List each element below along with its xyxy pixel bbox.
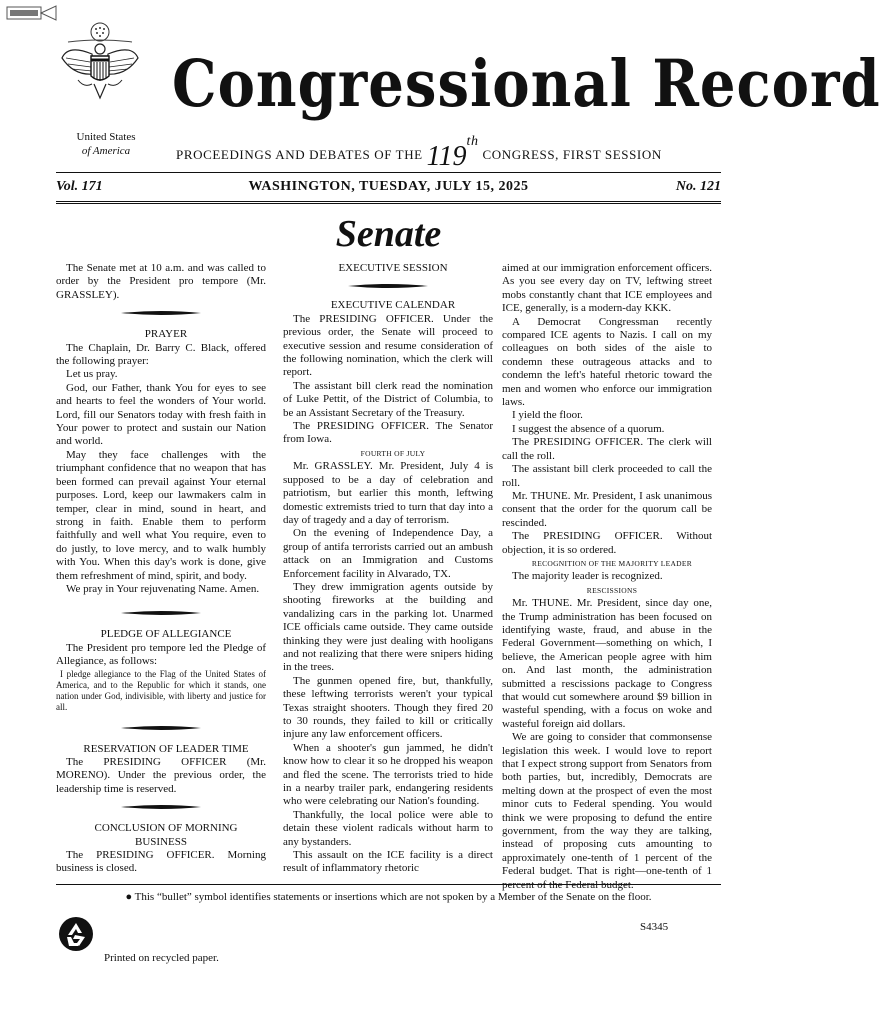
paragraph: The assistant bill clerk read the nomination of Luke Pettit, of the District of Columbia, to be an Assistant Secretary of the Treasury. <box>283 379 493 419</box>
executive-session-heading: EXECUTIVE SESSION <box>338 262 448 274</box>
gpo-logo-icon <box>6 4 58 24</box>
column-2 <box>283 262 493 876</box>
ornament-divider-icon <box>121 804 201 810</box>
paragraph: Mr. GRASSLEY. Mr. President, July 4 is supposed to be a day of celebration and patriotism, but earlier this month, leftwing domestic extremists tried to turn that day into a day of tragedy and a day of terrorism. <box>283 460 493 526</box>
paragraph: Thankfully, the local police were able to detain these violent radicals without harm to any bystanders. <box>283 808 493 848</box>
proceedings-prefix: PROCEEDINGS AND DEBATES OF THE <box>176 147 423 162</box>
country-label <box>66 130 146 158</box>
proceedings-line <box>176 134 721 173</box>
issue-rule <box>56 201 721 204</box>
masthead-title: Congressional Record <box>172 46 881 122</box>
leader-time-paragraph: The PRESIDING OFFICER (Mr. MORENO). Under the previous order, the leadership time is reserved. <box>56 755 266 795</box>
paragraph: This assault on the ICE facility is a direct result of inflammatory rhetoric <box>283 849 493 875</box>
paragraph: The gunmen opened fire, but, thankfully, these leftwing terrorists weren't your typical Texas straight shooters. Though they fired 20 to 30 rounds, they failed to kill or critically injure any law enforcement officers. <box>283 674 493 741</box>
paragraph: When a shooter's gun jammed, he didn't know how to clear it so he dropped his weapon and fled the scene. The terrorists tried to hide in a nearby trailer park, endangering residents who were celebrating our Nation's founding. <box>283 741 493 808</box>
prayer-paragraph: God, our Father, thank You for eyes to see and hearts to feel the wonders of Your world. Lord, fill our Senators today with fresh faith in Your power to protect and sustain our Nation and world. <box>56 381 266 448</box>
executive-calendar-heading: EXECUTIVE CALENDAR <box>330 299 456 312</box>
ornament-divider-icon <box>121 725 201 731</box>
paragraph: The PRESIDING OFFICER. Without objection, it is so ordered. <box>502 530 712 556</box>
paragraph: The PRESIDING OFFICER. The clerk will call the roll. <box>502 436 712 462</box>
paragraph: I yield the floor. <box>512 409 583 422</box>
bottom-rule <box>56 884 721 885</box>
session-label: CONGRESS, FIRST SESSION <box>482 147 662 162</box>
chamber-heading: Senate <box>335 213 442 255</box>
paragraph: The majority leader is recognized. <box>512 570 663 583</box>
paragraph: A Democrat Congressman recently compared ICE agents to Nazis. I call on my colleagues on both sides of the aisle to condemn these outrageous attacks and to condemn the left's hateful rhetoric toward the men and women who enforce our immigration laws. <box>502 315 712 409</box>
paragraph: We are going to consider that commonsense legislation this week. I would love to report that I expect strong support from Senators from both parties, but, incredibly, Democrats are melting down at the prospect of even the most minor cuts to Federal spending. You would think we were proposing to defund the entire government, from the way they are talking, instead of proposing cuts amounting to approximately one-tenth of 1 percent of the Federal budget. That is right—one-tenth of 1 percent of the Federal budget. <box>502 731 712 891</box>
leader-time-heading: RESERVATION OF LEADER TIME <box>83 742 249 755</box>
country-line-1: United States <box>76 131 136 143</box>
pledge-paragraph: The President pro tempore led the Pledge of Allegiance, as follows: <box>56 641 266 668</box>
prayer-paragraph: Let us pray. <box>66 368 118 381</box>
recycled-paper-note: Printed on recycled paper. <box>104 952 219 964</box>
congress-number: 119 <box>426 141 467 172</box>
prayer-paragraph: We pray in Your rejuvenating Name. Amen. <box>66 582 260 595</box>
paragraph: Mr. THUNE. Mr. President, I ask unanimous consent that the order for the quorum call be rescinded. <box>502 489 712 529</box>
bullet-footnote: ● This “bullet” symbol identifies statements or insertions which are not spoken by a Member of the Senate on the floor. <box>125 891 652 903</box>
top-rule <box>56 172 721 173</box>
country-line-2: of America <box>81 145 131 157</box>
prayer-heading: PRAYER <box>144 328 188 341</box>
volume-label: Vol. 171 <box>56 179 103 194</box>
morning-business-paragraph: The PRESIDING OFFICER. Morning business is closed. <box>56 849 266 875</box>
eagle-seal-icon <box>58 18 142 110</box>
paragraph: Mr. THUNE. Mr. President, since day one, the Trump administration has been focused on identifying waste, fraud, and abuse in the Federal Government—something on which, I believe, the American people agree with him on. And last month, the administration submitted a rescissions package to Congress that would cut somewhere around $9 billion in wasteful spending, with a focus on woke and wasteful foreign aid dollars. <box>502 597 712 730</box>
pledge-heading: PLEDGE OF ALLEGIANCE <box>100 628 232 641</box>
page-number: S4345 <box>640 921 669 933</box>
column-3 <box>502 262 712 892</box>
ornament-divider-icon <box>121 310 201 316</box>
issue-line <box>56 179 721 199</box>
paragraph: The PRESIDING OFFICER. Under the previous order, the Senate will proceed to executive session and resume consideration of the following nomination, which the clerk will report. <box>283 312 493 379</box>
paragraph: The PRESIDING OFFICER. The Senator from Iowa. <box>283 420 493 446</box>
paragraph: The assistant bill clerk proceeded to call the roll. <box>502 463 712 489</box>
rescissions-heading: RESCISSIONS <box>586 585 638 595</box>
fourth-of-july-heading: FOURTH OF JULY <box>360 448 426 458</box>
ornament-divider-icon <box>348 283 428 289</box>
ornament-divider-icon <box>121 610 201 616</box>
session-intro: The Senate met at 10 a.m. and was called to order by the President pro tempore (Mr. GRASSLEY). <box>56 262 266 301</box>
paragraph: They drew immigration agents outside by shooting fireworks at the building and vandalizing cars in the parking lot. Unarmed ICE officials came outside. They came outside thinking they were just dealing with hooligans and not realizing that there were snipers hiding in the trees. <box>283 580 493 674</box>
congress-suffix: th <box>466 134 479 149</box>
recognition-heading: RECOGNITION OF THE MAJORITY LEADER <box>531 558 693 568</box>
issue-number: No. 121 <box>675 179 721 194</box>
prayer-paragraph: The Chaplain, Dr. Barry C. Black, offered the following prayer: <box>56 341 266 368</box>
paragraph: I suggest the absence of a quorum. <box>512 422 665 435</box>
paragraph: On the evening of Independence Day, a group of antifa terrorists carried out an ambush attack on an Immigration and Customs Enforcement facility in Alvarado, TX. <box>283 527 493 580</box>
prayer-paragraph: May they face challenges with the triumphant confidence that no weapon that has been formed can prevail against Your eternal purposes. Lord, keep our lawmakers calm in temper, clear in mind, sound in heart, and strong in faith. Enable them to perform faithfully and well what You require, even to do justly, to love mercy, and to walk humbly with You. When this day's work is done, give them refreshment of mind, spirit, and body. <box>56 448 266 582</box>
dateline: WASHINGTON, TUESDAY, JULY 15, 2025 <box>248 179 529 194</box>
recycle-icon <box>58 916 94 952</box>
pledge-text: I pledge allegiance to the Flag of the United States of America, and to the Republic for which it stands, one nation under God, indivisible, with liberty and justice for all. <box>56 668 266 712</box>
morning-business-heading: CONCLUSION OF MORNING BUSINESS <box>94 822 238 848</box>
paragraph: aimed at our immigration enforcement officers. As you see every day on TV, leftwing street mobs constantly chant that ICE employees and ICE, generally, is a modern-day KKK. <box>502 262 712 315</box>
column-1 <box>56 262 266 876</box>
